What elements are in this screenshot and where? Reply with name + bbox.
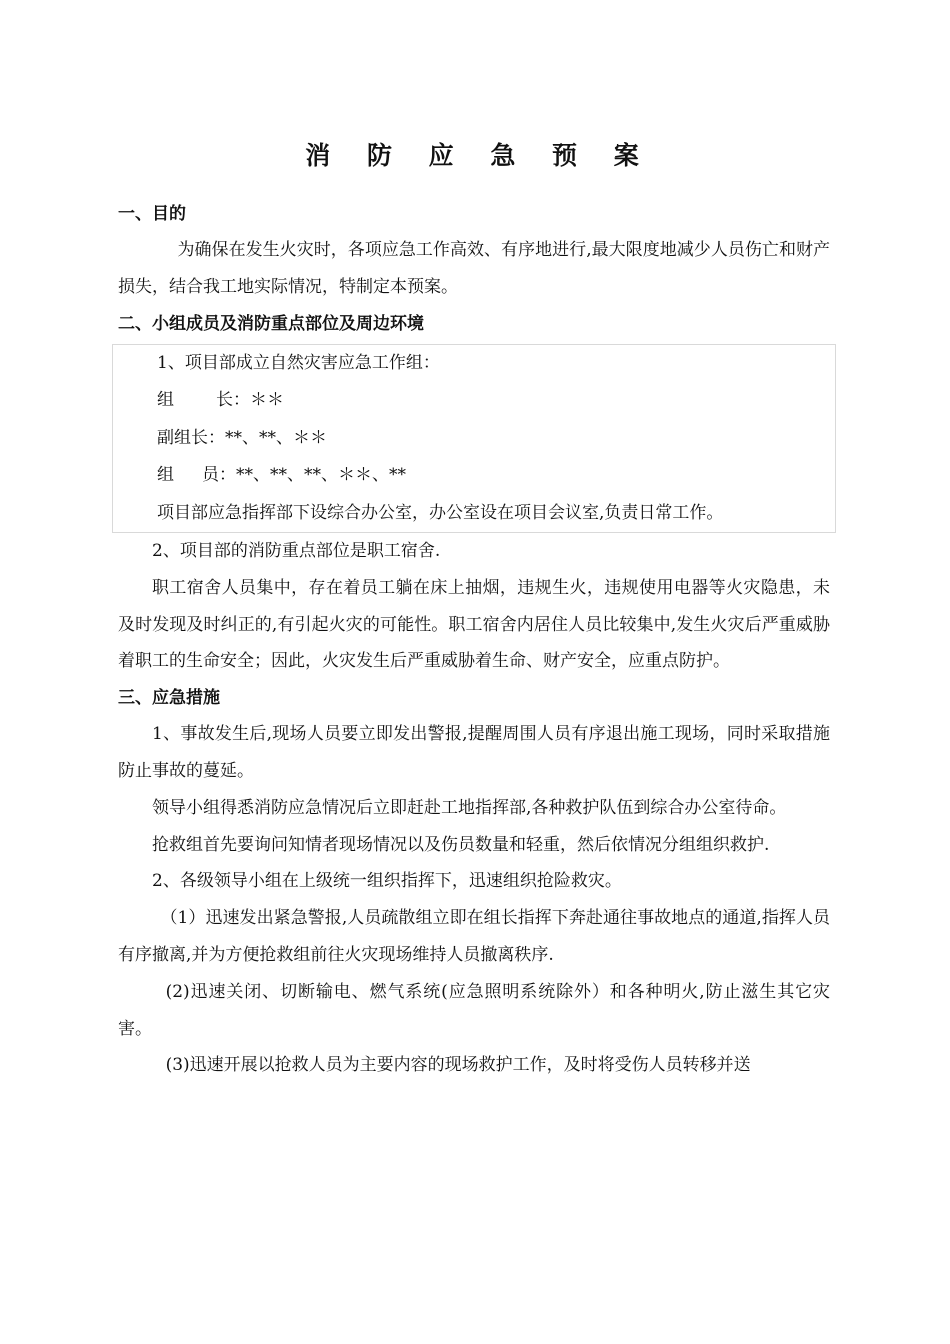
leader-value: ＊＊	[250, 390, 284, 411]
leader-label-b: 长：	[216, 390, 250, 411]
office-line: 项目部应急指挥部下设综合办公室，办公室设在项目会议室,负责日常工作。	[157, 502, 724, 523]
leader-line	[157, 382, 835, 420]
section-heading-measures: 三、应急措施	[118, 688, 220, 709]
document-title: 消 防 应 急 预 案	[305, 141, 653, 170]
measures-paragraph-2: 领导小组得悉消防应急情况后立即赶赴工地指挥部,各种救护队伍到综合办公室待命。	[152, 797, 787, 818]
vice-leader-line	[157, 420, 835, 458]
measures-paragraph-4: 2、各级领导小组在上级统一组织指挥下，迅速组织抢险救灾。	[152, 871, 622, 892]
member-label-b: 员：	[202, 465, 236, 486]
vice-value: **、**、＊＊	[225, 427, 327, 448]
members-line	[157, 457, 835, 495]
measures-paragraph-1: 1、事故发生后,现场人员要立即发出警报,提醒周围人员有序退出施工现场，同时采取措施防止事故的蔓延。	[118, 724, 830, 782]
purpose-paragraph: 为确保在发生火灾时，各项应急工作高效、有序地进行,最大限度地减少人员伤亡和财产损失，结合我工地实际情况，特制定本预案。	[118, 240, 830, 297]
measures-paragraph-3: 抢救组首先要询问知情者现场情况以及伤员数量和轻重，然后依情况分组组织救护.	[152, 834, 770, 855]
member-label-a: 组	[157, 465, 174, 486]
section-heading-members: 二、小组成员及消防重点部位及周边环境	[118, 313, 424, 334]
members-intro: 1、项目部成立自然灾害应急工作组：	[157, 352, 440, 373]
section-heading-purpose: 一、目的	[118, 204, 186, 224]
dormitory-risk-paragraph: 职工宿舍人员集中，存在着员工躺在床上抽烟，违规生火，违规使用电器等火灾隐患，未及时发现及时纠正的,有引起火灾的可能性。职工宿舍内居住人员比较集中,发生火灾后严重威胁着职工的生命安全；因此，火灾发生后严重威胁着生命、财产安全，应重点防护。	[118, 577, 830, 672]
document-body	[118, 196, 830, 1084]
measures-paragraph-5: （1）迅速发出紧急警报,人员疏散组立即在组长指挥下奔赴通往事故地点的通道,指挥人员有序撤离,并为方便抢救组前往火灾现场维持人员撤离秩序.	[118, 908, 830, 966]
vice-label: 副组长：	[157, 427, 225, 448]
member-value: **、**、**、＊＊、**	[236, 465, 406, 486]
measures-paragraph-7: (3)迅速开展以抢救人员为主要内容的现场救护工作，及时将受伤人员转移并送	[165, 1055, 751, 1076]
members-box	[112, 344, 836, 534]
measures-paragraph-6: (2)迅速关闭、切断输电、燃气系统(应急照明系统除外）和各种明火,防止滋生其它灾害。	[118, 981, 830, 1039]
key-location-paragraph: 2、项目部的消防重点部位是职工宿舍.	[152, 541, 441, 562]
leader-label-a: 组	[157, 390, 174, 411]
